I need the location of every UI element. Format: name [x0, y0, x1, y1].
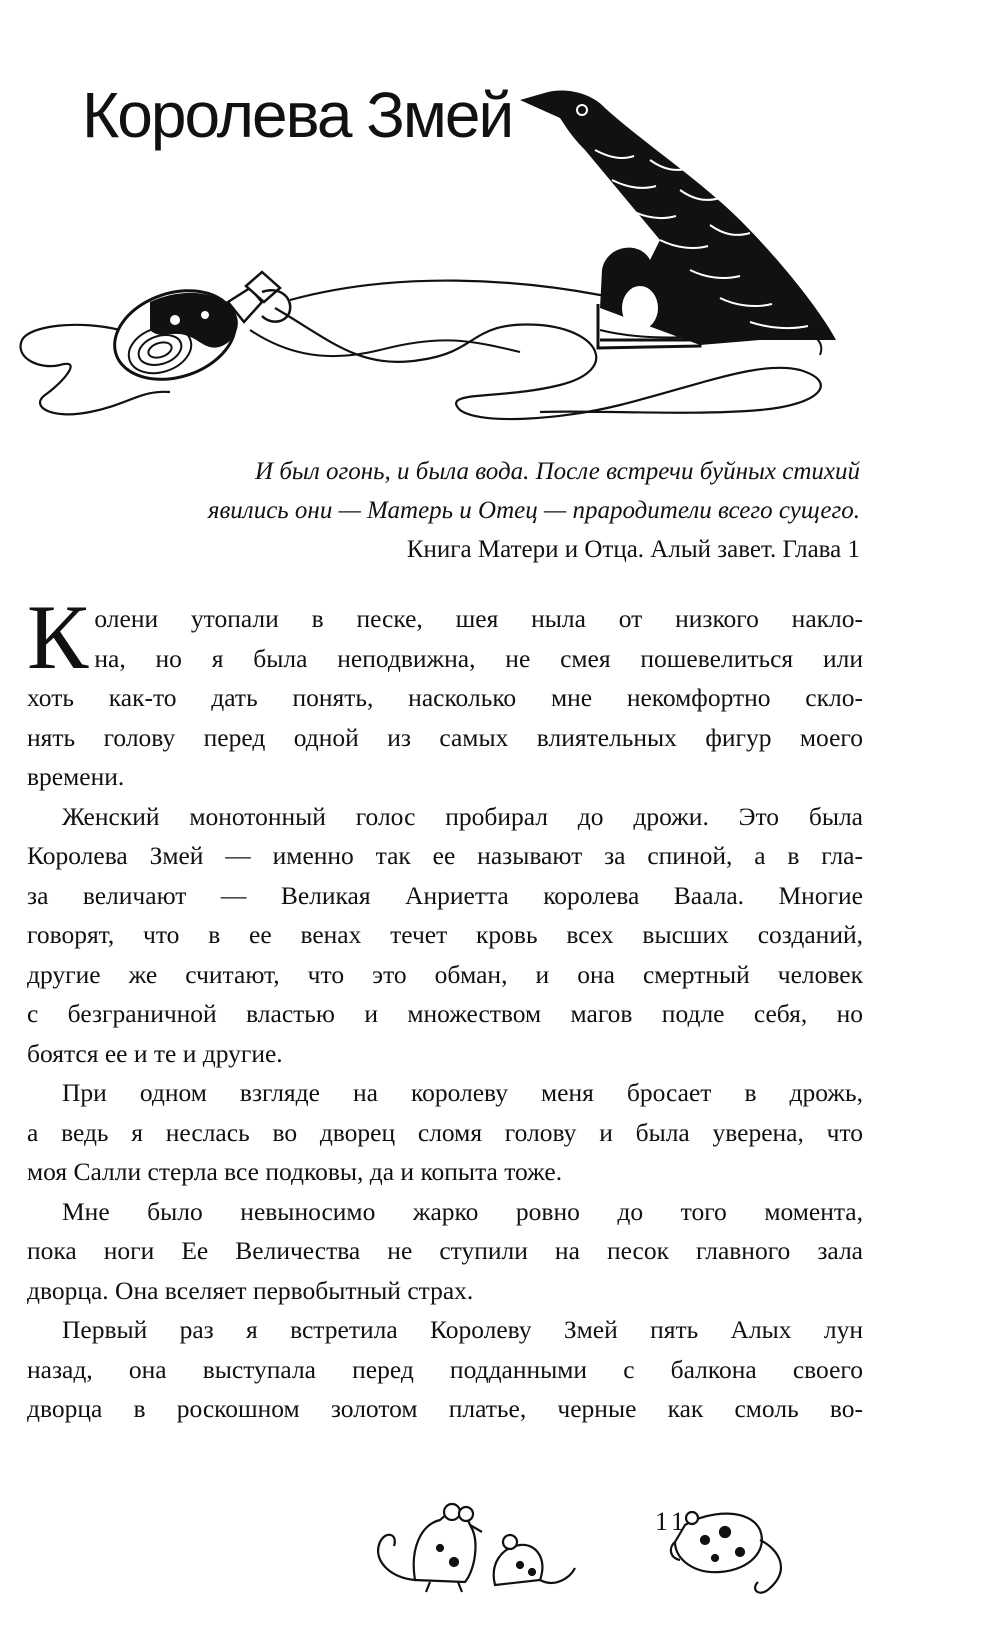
text-line: говорят, что в ее венах течет кровь всех высших созданий,: [27, 920, 863, 949]
text-line: Королева Змей — именно так ее называют за спиной, а в гла-: [27, 841, 863, 870]
paragraph-1: [27, 586, 863, 797]
text-line: на, но я была неподвижна, не смея пошевелиться или: [94, 643, 863, 673]
text-line: моя Салли стерла все подковы, да и копыта тоже.: [27, 1157, 563, 1186]
text-line: за величают — Великая Анриетта королева Ваала. Многие: [27, 880, 863, 910]
bird-figurine-and-gourd-with-cord-icon: [0, 40, 1000, 440]
epigraph: [130, 452, 860, 569]
mice-vignette-icon: [370, 1470, 970, 1620]
epigraph-source: Книга Матери и Отца. Алый завет. Глава 1: [406, 536, 860, 563]
paragraph-4: [27, 1192, 863, 1311]
text-line: боятся ее и те и другие.: [27, 1038, 283, 1068]
text-line: дворца в роскошном золотом платье, черные как смоль во-: [27, 1394, 863, 1423]
paragraph-2: [27, 797, 863, 1074]
text-line: другие же считают, что это обман, и она смертный человек: [27, 959, 863, 989]
page-number: 11: [655, 1507, 689, 1536]
text-line: Первый раз я встретила Королеву Змей пять Алых лун: [62, 1315, 863, 1344]
drop-cap: К: [27, 586, 89, 688]
paragraph-5: [27, 1310, 863, 1429]
text-line: а ведь я неслась во дворец сломя голову и была уверена, что: [27, 1117, 863, 1147]
chapter-body: [27, 586, 863, 1429]
text-line: нять голову перед одной из самых влиятельных фигур моего: [27, 722, 863, 752]
text-line: с безграничной властью и множеством магов подле себя, но: [27, 999, 863, 1028]
text-line: времени.: [27, 762, 125, 791]
paragraph-3: [27, 1073, 863, 1192]
text-line: назад, она выступала перед подданными с балкона своего: [27, 1354, 863, 1384]
chapter-title: Королева Змей: [82, 79, 513, 151]
epigraph-line: явились они — Матерь и Отец — прародители всего сущего.: [207, 497, 860, 524]
text-line: пока ноги Ее Величества не ступили на песок главного зала: [27, 1236, 863, 1265]
text-line: олени утопали в песке, шея ныла от низкого накло-: [94, 604, 863, 633]
epigraph-line: И был огонь, и была вода. После встречи буйных стихий: [255, 458, 860, 485]
text-line: хоть как-то дать понять, насколько мне некомфортно скло-: [27, 683, 863, 712]
text-line: Женский монотонный голос пробирал до дрожи. Это была: [62, 801, 863, 831]
text-line: При одном взгляде на королеву меня бросает в дрожь,: [62, 1078, 863, 1107]
text-line: дворца. Она вселяет первобытный страх.: [27, 1275, 474, 1305]
text-line: Мне было невыносимо жарко ровно до того момента,: [62, 1196, 863, 1226]
